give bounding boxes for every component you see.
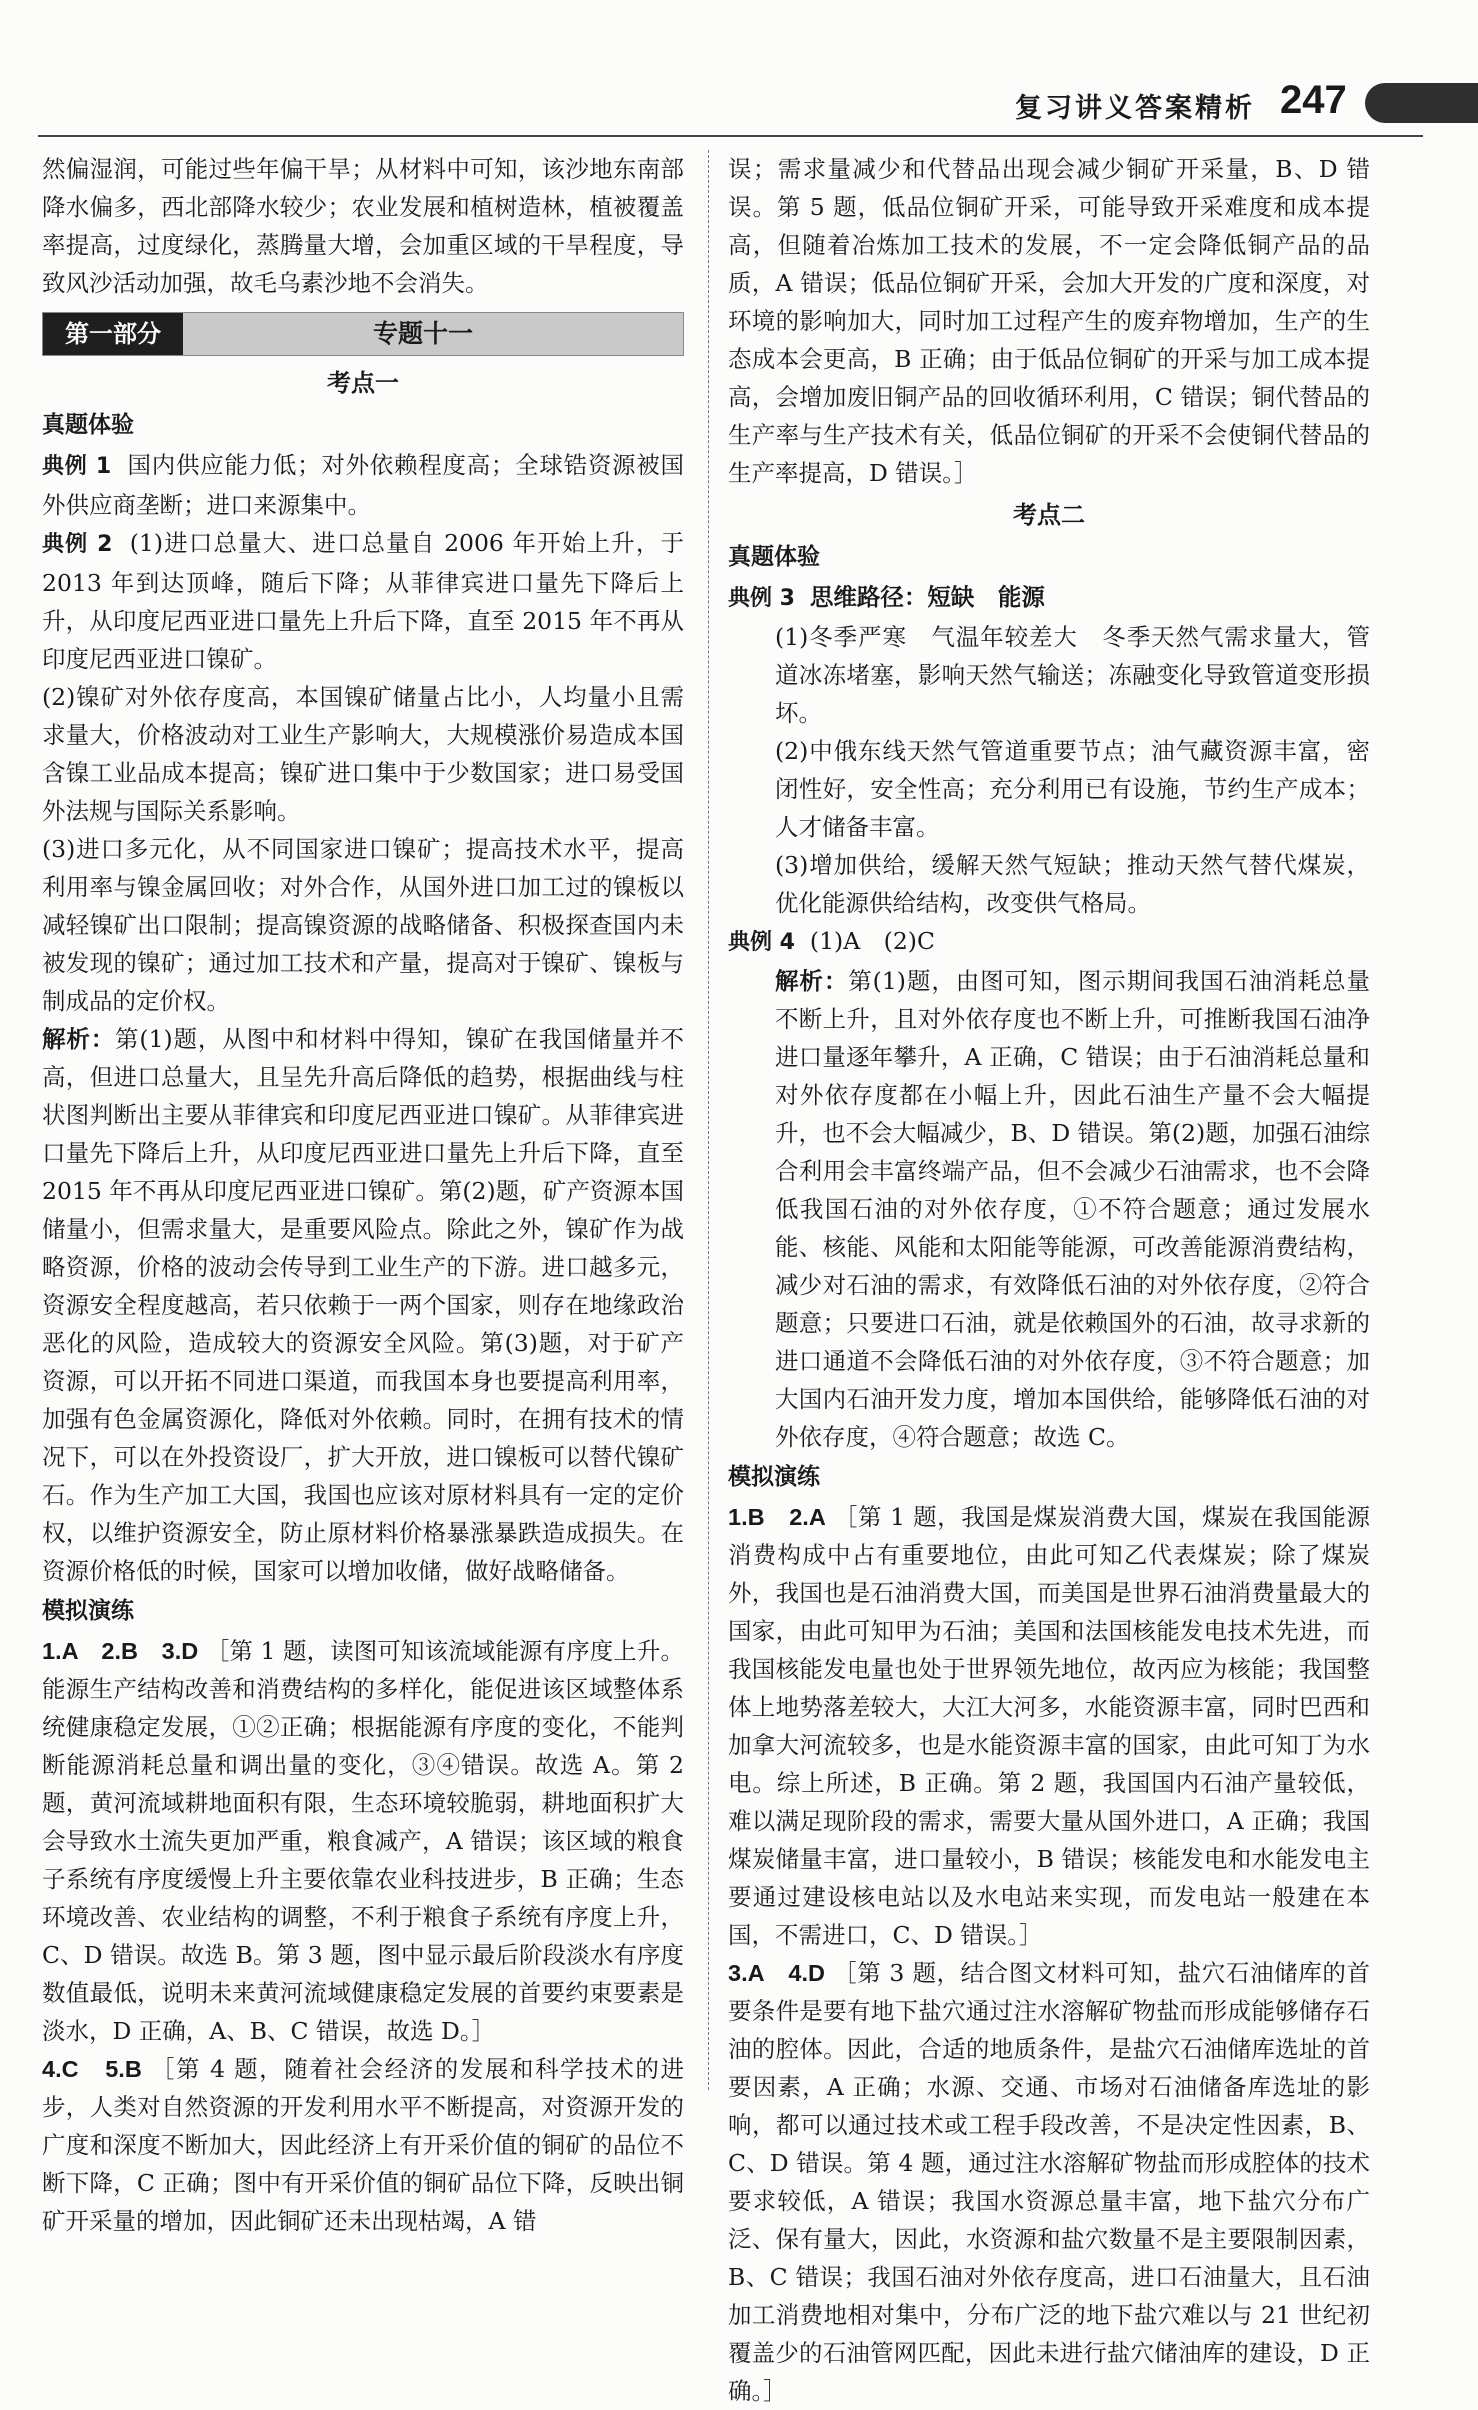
exercise-r-3-4-answers: 3.A 4.D (728, 1960, 825, 1986)
example-2-part-3: (3)进口多元化，从不同国家进口镍矿；提高技术水平，提高利用率与镍金属回收；对外合作，从国外进口加工过的镍板以减轻镍矿出口限制；提高镍资源的战略储备、积极探查国内未被发现的镍矿；通过加工技术和产量，提高对于镍矿、镍板与制成品的定价权。 (42, 835, 684, 1015)
example-3-label: 典例 3 (728, 586, 795, 611)
example-3 (728, 578, 1370, 618)
header-title: 复习讲义答案精析 (1015, 93, 1255, 124)
exercise-1-3-answers: 1.A 2.B 3.D (42, 1638, 199, 1664)
example-4-answers: (1)A (2)C (809, 927, 935, 955)
exercise-r-1-2 (728, 1498, 1370, 1954)
moni-heading: 模拟演练 (42, 1598, 134, 1624)
column-divider (708, 150, 710, 2090)
kaodian-1-heading: 考点一 (327, 369, 399, 397)
example-3-part-2: (2)中俄东线天然气管道重要节点；油气藏资源丰富，密闭性好，安全性高；充分利用已有设施，节约生产成本；人才储备丰富。 (775, 737, 1370, 841)
zhenti-heading-2: 真题体验 (728, 544, 820, 570)
part-bar (42, 312, 684, 356)
exercise-1-3-text: ［第 1 题，读图可知该流域能源有序度上升。能源生产结构改善和消费结构的多样化，能促进该区域整体系统健康稳定发展，①②正确；根据能源有序度的变化，不能判断能源消耗总量和调出量的变化，③④错误。故选 A。第 2 题，黄河流域耕地面积有限，生态环境较脆弱，耕地面积扩大会导致水土流失更加严重，粮食减产，A 错误；该区域的粮食子系统有序度缓慢上升主要依靠农业科技进步，B 正确；生态环境改善、农业结构的调整，不利于粮食子系统有序度上升，C、D 错误。故选 B。第 3 题，图中显示最后阶段淡水有序度数值最低，说明未来黄河流域健康稳定发展的首要约束要素是淡水，D 正确，A、B、C 错误，故选 D。］ (42, 1637, 684, 2045)
exercise-r-1-2-answers: 1.B 2.A (728, 1504, 826, 1530)
right-column (728, 150, 1370, 2410)
example-3-head: 思维路径：短缺 能源 (809, 583, 1045, 611)
example-2-part-1: (1)进口总量大、进口总量自 2006 年开始上升，于 2013 年到达顶峰，随后下降；从菲律宾进口量先下降后上升，从印度尼西亚进口量先上升后下降，直至 2015 年不再从印度尼西亚进口镍矿。 (42, 529, 684, 673)
header-tab-decoration (1365, 83, 1478, 123)
analysis-2-label: 解析： (775, 967, 849, 995)
right-intro: 误；需求量减少和代替品出现会减少铜矿开采量，B、D 错误。第 5 题，低品位铜矿开采，可能导致开采难度和成本提高，但随着冶炼加工技术的发展，不一定会降低铜产品的品质，A 错误；低品位铜矿开采，会加大开发的广度和深度，对环境的影响加大，同时加工过程产生的废弃物增加，生产的生态成本会更高，B 正确；由于低品位铜矿的开采与加工成本提高，会增加废旧铜产品的回收循环利用，C 错误；铜代替品的生产率与生产技术有关，低品位铜矿的开采不会使铜代替品的生产率提高，D 错误。］ (728, 155, 1370, 487)
zhenti-heading: 真题体验 (42, 412, 134, 438)
example-2 (42, 524, 684, 678)
moni-heading-2: 模拟演练 (728, 1464, 820, 1490)
exercise-r-3-4-text: ［第 3 题，结合图文材料可知，盐穴石油储库的首要条件是要有地下盐穴通过注水溶解矿物盐而形成能够储存石油的腔体。因此，合适的地质条件，是盐穴石油储库选址的首要因素，A 正确；水源、交通、市场对石油储备库选址的影响，都可以通过技术或工程手段改善，不是决定性因素，B、C、D 错误。第 4 题，通过注水溶解矿物盐而形成腔体的技术要求较低，A 错误；我国水资源总量丰富，地下盐穴分布广泛、保有量大，因此，水资源和盐穴数量不是主要限制因素，B、C 错误；我国石油对外依存度高，进口石油量大，且石油加工消费地相对集中，分布广泛的地下盐穴难以与 21 世纪初覆盖少的石油管网匹配，因此未进行盐穴储油库的建设，D 正确。］ (728, 1959, 1370, 2405)
exercise-4-5 (42, 2050, 684, 2240)
exercise-r-1-2-text: ［第 1 题，我国是煤炭消费大国，煤炭在我国能源消费构成中占有重要地位，由此可知乙代表煤炭；除了煤炭外，我国也是石油消费大国，而美国是世界石油消费量最大的国家，由此可知甲为石油；美国和法国核能发电技术先进，而我国核能发电量也处于世界领先地位，故丙应为核能；我国整体上地势落差较大，大江大河多，水能资源丰富，同时巴西和加拿大河流较多，也是水能资源丰富的国家，由此可知丁为水电。综上所述，B 正确。第 2 题，我国国内石油产量较低，难以满足现阶段的需求，需要大量从国外进口，A 正确；我国煤炭储量丰富，进口量较小，B 错误；核能发电和水能发电主要通过建设核电站以及水电站来实现，而发电站一般建在本国，不需进口，C、D 错误。］ (728, 1503, 1370, 1949)
page-number: 247 (1280, 78, 1347, 122)
example-4 (728, 922, 1370, 962)
header-rule (38, 135, 1423, 137)
analysis-1-label: 解析： (42, 1025, 116, 1053)
exercise-4-5-text: ［第 4 题，随着社会经济的发展和科学技术的进步，人类对自然资源的开发利用水平不断提高，对资源开发的广度和深度不断加大，因此经济上有开采价值的铜矿的品位不断下降，C 正确；图中有开采价值的铜矿品位下降，反映出铜矿开采量的增加，因此铜矿还未出现枯竭，A 错 (42, 2055, 684, 2235)
kaodian-2-heading: 考点二 (1013, 501, 1085, 529)
analysis-1-text: 第(1)题，从图中和材料中得知，镍矿在我国储量并不高，但进口总量大，且呈先升高后降低的趋势，根据曲线与柱状图判断出主要从菲律宾和印度尼西亚进口镍矿。从菲律宾进口量先下降后上升，从印度尼西亚进口量先上升后下降，直至 2015 年不再从印度尼西亚进口镍矿。第(2)题，矿产资源本国储量小，但需求量大，是重要风险点。除此之外，镍矿作为战略资源，价格的波动会传导到工业生产的下游。进口越多元，资源安全程度越高，若只依赖于一两个国家，则存在地缘政治恶化的风险，造成较大的资源安全风险。第(3)题，对于矿产资源，可以开拓不同进口渠道，而我国本身也要提高利用率，加强有色金属资源化，降低对外依赖。同时，在拥有技术的情况下，可以在外投资设厂，扩大开放，进口镍板可以替代镍矿石。作为生产加工大国，我国也应该对原材料具有一定的定价权，以维护资源安全，防止原材料价格暴涨暴跌造成损失。在资源价格低的时候，国家可以增加收储，做好战略储备。 (42, 1025, 684, 1585)
left-column (42, 150, 684, 2240)
topic-title: 专题十一 (373, 319, 474, 348)
left-intro: 然偏湿润，可能过些年偏干旱；从材料中可知，该沙地东南部降水偏多，西北部降水较少；农业发展和植树造林，植被覆盖率提高，过度绿化，蒸腾量大增，会加重区域的干旱程度，导致风沙活动加强，故毛乌素沙地不会消失。 (42, 155, 684, 297)
exercise-4-5-answers: 4.C 5.B (42, 2056, 142, 2082)
example-2-part-2: (2)镍矿对外依存度高，本国镍矿储量占比小，人均量小且需求量大，价格波动对工业生产影响大，大规模涨价易造成本国含镍工业品成本提高；镍矿进口集中于少数国家；进口易受国外法规与国际关系影响。 (42, 683, 684, 825)
example-1 (42, 446, 684, 524)
example-3-part-1: (1)冬季严寒 气温年较差大 冬季天然气需求量大，管道冰冻堵塞，影响天然气输送；冻融变化导致管道变形损坏。 (775, 623, 1370, 727)
part-label: 第一部分 (43, 313, 183, 355)
analysis-2-text: 第(1)题，由图可知，图示期间我国石油消耗总量不断上升，且对外依存度也不断上升，可推断我国石油净进口量逐年攀升，A 正确，C 错误；由于石油消耗总量和对外依存度都在小幅上升，因此石油生产量不会大幅提升，也不会大幅减少，B、D 错误。第(2)题，加强石油综合利用会丰富终端产品，但不会减少石油需求，也不会降低我国石油的对外依存度，①不符合题意；通过发展水能、核能、风能和太阳能等能源，可改善能源消费结构，减少对石油的需求，有效降低石油的对外依存度，②符合题意；只要进口石油，就是依赖国外的石油，故寻求新的进口通道不会降低石油的对外依存度，③不符合题意；加大国内石油开发力度，增加本国供给，能够降低石油的对外依存度，④符合题意；故选 C。 (775, 967, 1370, 1451)
example-2-label: 典例 2 (42, 532, 113, 557)
analysis-1 (42, 1020, 684, 1590)
example-1-label: 典例 1 (42, 454, 112, 479)
example-1-text: 国内供应能力低；对外依赖程度高；全球锆资源被国外供应商垄断；进口来源集中。 (42, 451, 684, 519)
exercise-r-3-4 (728, 1954, 1370, 2410)
example-3-part-3: (3)增加供给，缓解天然气短缺；推动天然气替代煤炭，优化能源供给结构，改变供气格局。 (775, 851, 1370, 917)
example-4-label: 典例 4 (728, 930, 795, 955)
exercise-1-3 (42, 1632, 684, 2050)
analysis-2 (728, 962, 1370, 1456)
